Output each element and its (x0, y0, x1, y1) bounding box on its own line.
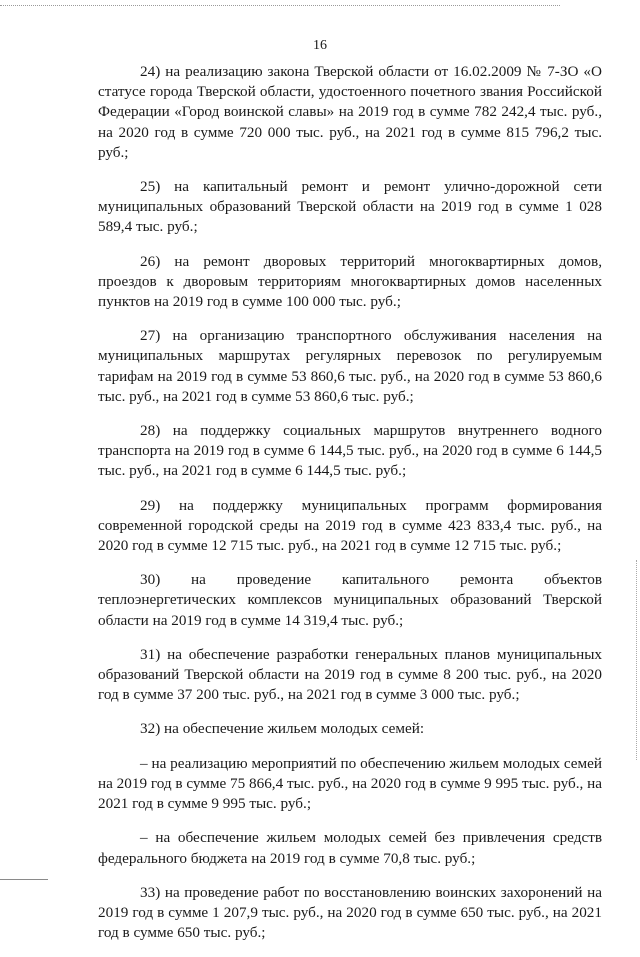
paragraph-25: 25) на капитальный ремонт и ремонт улично-дорожной сети муниципальных образований Тверской области на 2019 год в сумме 1 028 589,4 тыс. руб.; (98, 178, 602, 236)
paragraph-26: 26) на ремонт дворовых территорий многоквартирных домов, проездов к дворовым территориям многоквартирных домов населенных пунктов на 2019 год в сумме 100 000 тыс. руб.; (98, 252, 602, 311)
paragraph-27: 27) на организацию транспортного обслуживания населения на муниципальных маршрутах регулярных перевозок по регулируемым тарифам на 2019 год в сумме 53 860,6 тыс. руб., на 2020 год в сумме 53 860,6 тыс. руб., на 2021 год в сумме 53 860,6 тыс. руб.; (98, 327, 602, 405)
scan-artifact-bottom (0, 879, 48, 880)
page-number: 16 (313, 38, 327, 53)
paragraph-24: 24) на реализацию закона Тверской области от 16.02.2009 № 7-ЗО «О статусе города Тверской области, удостоенного почетного звания Российской Федерации «Город воинской славы» на 2019 год в сумме 782 242,4 тыс. руб., на 2020 год в сумме 720 000 тыс. руб., на 2021 год в сумме 815 796,2 тыс. руб.; (98, 63, 602, 161)
paragraph-32: 32) на обеспечение жильем молодых семей: (140, 720, 425, 738)
paragraph-31: 31) на обеспечение разработки генеральных планов муниципальных образований Тверской области на 2019 год в сумме 8 200 тыс. руб., на 2020 год в сумме 37 200 тыс. руб., на 2021 год в сумме 3 000 тыс. руб.; (98, 645, 602, 704)
document-body (98, 62, 602, 957)
paragraph-28: 28) на поддержку социальных маршрутов внутреннего водного транспорта на 2019 год в сумме 6 144,5 тыс. руб., на 2020 год в сумме 6 144,5 тыс. руб., на 2021 год в сумме 6 144,5 тыс. руб.; (98, 422, 602, 480)
paragraph-30: 30) на проведение капитального ремонта объектов теплоэнергетических комплексов муниципальных образований Тверской области на 2019 год в сумме 14 319,4 тыс. руб.; (98, 571, 602, 629)
scan-artifact-top (0, 5, 560, 7)
scan-artifact-right (636, 560, 638, 760)
paragraph-29: 29) на поддержку муниципальных программ формирования современной городской среды на 2019 год в сумме 423 833,4 тыс. руб., на 2020 год в сумме 12 715 тыс. руб., на 2021 год в сумме 12 715 тыс. руб.; (98, 496, 602, 555)
paragraph-33: 33) на проведение работ по восстановлению воинских захоронений на 2019 год в сумме 1 207,9 тыс. руб., на 2020 год в сумме 650 тыс. руб., на 2021 год в сумме 650 тыс. руб.; (98, 883, 602, 942)
paragraph-32-sub-2: – на обеспечение жильем молодых семей без привлечения средств федерального бюджета на 2019 год в сумме 70,8 тыс. руб.; (98, 829, 602, 867)
paragraph-32-sub-1: – на реализацию мероприятий по обеспечению жильем молодых семей на 2019 год в сумме 75 866,4 тыс. руб., на 2020 год в сумме 9 995 тыс. руб., на 2021 год в сумме 9 995 тыс. руб.; (98, 754, 603, 813)
